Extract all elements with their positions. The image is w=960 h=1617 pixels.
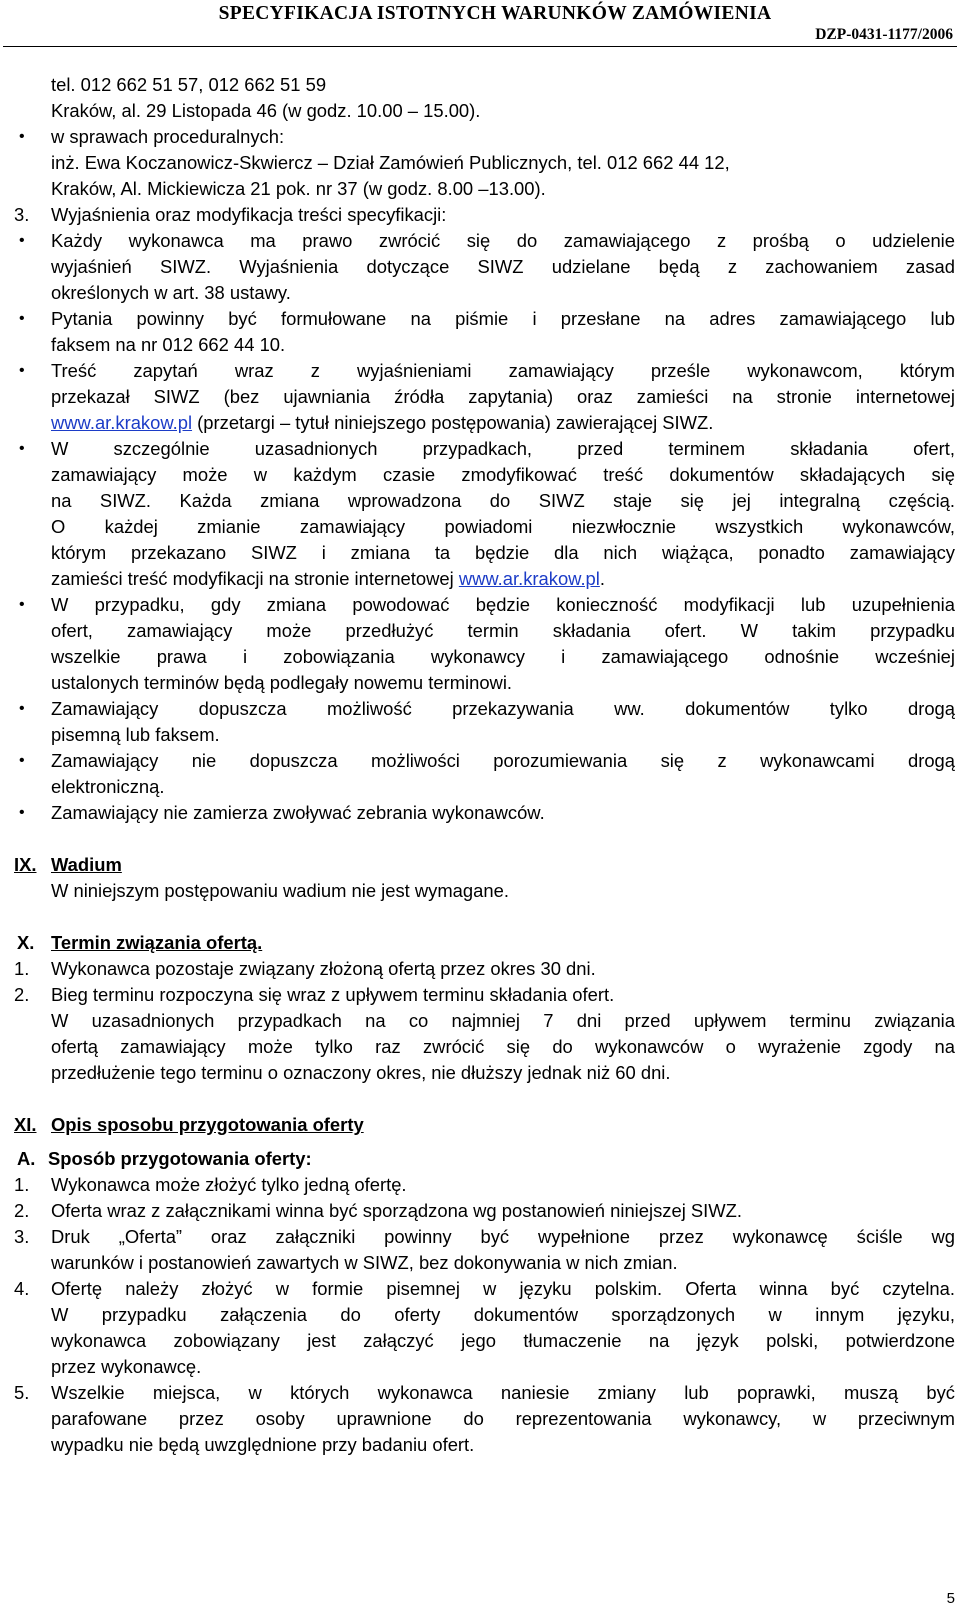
list-item <box>14 124 955 150</box>
paragraph-line: Treść zapytań wraz z wyjaśnieniami zamawiający prześle wykonawcom, którym <box>51 360 955 381</box>
paragraph-line: określonych w art. 38 ustawy. <box>51 282 291 303</box>
spacer <box>14 826 955 852</box>
list-item <box>14 982 955 1008</box>
item-number: 2. <box>14 984 30 1005</box>
list-item <box>14 436 955 592</box>
item-number: 5. <box>14 1382 30 1403</box>
list-item <box>14 306 955 358</box>
paragraph-line: parafowane przez osoby uprawnione do reprezentowania wykonawcy, w przeciwnym <box>51 1408 955 1429</box>
procedural-label: w sprawach proceduralnych: <box>51 126 285 147</box>
list-item <box>14 956 955 982</box>
list-item <box>14 1276 955 1380</box>
spacer <box>14 904 955 930</box>
bullet-icon: • <box>19 440 25 457</box>
list-item <box>14 1380 955 1458</box>
link-leading-text: zamieści treść modyfikacji na stronie internetowej <box>51 568 459 589</box>
document-title: SPECYFIKACJA ISTOTNYCH WARUNKÓW ZAMÓWIENIA <box>218 3 772 24</box>
paragraph-line: pisemną lub faksem. <box>51 724 220 745</box>
paragraph-line: zamawiający może w każdym czasie zmodyfikować treść dokumentów składających się <box>51 464 955 485</box>
paragraph-line: W szczególnie uzasadnionych przypadkach, przed terminem składania ofert, <box>51 438 955 459</box>
bullet-icon: • <box>19 596 25 613</box>
section-ix-text: W niniejszym postępowaniu wadium nie jest wymagane. <box>51 880 509 901</box>
paragraph-line: wypadku nie będą uwzględnione przy badaniu ofert. <box>51 1434 475 1455</box>
item-number: 2. <box>14 1200 30 1221</box>
list-item <box>14 1198 955 1224</box>
paragraph-line: W przypadku załączenia do oferty dokumentów sporządzonych w innym języku, <box>51 1304 955 1325</box>
section-xi-title: Opis sposobu przygotowania oferty <box>51 1114 364 1135</box>
section-x-title: Termin związania ofertą. <box>51 932 263 953</box>
paragraph-line: Pytania powinny być formułowane na piśmie i przesłane na adres zamawiającego lub <box>51 308 955 329</box>
document-body <box>14 72 955 1458</box>
paragraph-line: W uzasadnionych przypadkach na co najmniej 7 dni przed upływem terminu związania <box>51 1010 955 1031</box>
item-number: 3. <box>14 1226 30 1247</box>
paragraph-line <box>51 410 955 436</box>
list-item <box>14 748 955 800</box>
paragraph-line: Każdy wykonawca ma prawo zwrócić się do zamawiającego z prośbą o udzielenie <box>51 230 955 251</box>
section-x-paragraph <box>14 1008 955 1086</box>
website-link[interactable]: www.ar.krakow.pl <box>458 568 600 589</box>
procedural-contact-person: inż. Ewa Koczanowicz-Skwiercz – Dział Zamówień Publicznych, tel. 012 662 44 12, <box>51 152 730 173</box>
paragraph-line: faksem na nr 012 662 44 10. <box>51 334 286 355</box>
procedural-contact-address: Kraków, Al. Mickiewicza 21 pok. nr 37 (w godz. 8.00 –13.00). <box>51 178 546 199</box>
paragraph-line: na SIWZ. Każda zmiana wprowadzona do SIWZ staje się jej integralną częścią. <box>51 490 955 511</box>
bullet-icon: • <box>19 804 25 821</box>
paragraph-line: wszelkie prawa i zobowiązania wykonawcy i zamawiającego odnośnie wcześniej <box>51 646 955 667</box>
paragraph-line: warunków i postanowień zawartych w SIWZ, bez dokonywania w nich zmian. <box>51 1252 678 1273</box>
website-link[interactable]: www.ar.krakow.pl <box>51 412 193 433</box>
contact-phone: tel. 012 662 51 57, 012 662 51 59 <box>51 74 327 95</box>
list-item <box>14 592 955 696</box>
list-item <box>14 1172 955 1198</box>
bullet-icon: • <box>19 232 25 249</box>
list-item <box>14 228 955 306</box>
bullet-icon: • <box>19 362 25 379</box>
page-number: 5 <box>946 1590 955 1607</box>
spacer <box>14 1086 955 1112</box>
item-text: Wykonawca pozostaje związany złożoną ofertą przez okres 30 dni. <box>51 958 596 979</box>
item-number: 4. <box>14 1278 30 1299</box>
item-text: Bieg terminu rozpoczyna się wraz z upływem terminu składania ofert. <box>51 984 615 1005</box>
paragraph-line: wykonawca zobowiązany jest załączyć jego tłumaczenie na język polski, potwierdzone <box>51 1330 955 1351</box>
section-ix-number: IX. <box>14 854 37 875</box>
paragraph-line: Zamawiający nie zamierza zwoływać zebrania wykonawców. <box>51 802 545 823</box>
item-number: 1. <box>14 1174 30 1195</box>
section-3-number: 3. <box>14 204 30 225</box>
subsection-a-heading <box>14 1146 955 1172</box>
list-item <box>14 800 955 826</box>
paragraph-line: ofertą zamawiający może tylko raz zwrócić się do wykonawców o wyrażenie zgody na <box>51 1036 955 1057</box>
paragraph-line: Wszelkie miejsca, w których wykonawca naniesie zmiany lub poprawki, muszą być <box>51 1382 955 1403</box>
link-trailing-text: . <box>599 568 605 589</box>
section-ix-heading <box>14 852 955 878</box>
paragraph-line: Druk „Oferta” oraz załączniki powinny być wypełnione przez wykonawcę ściśle wg <box>51 1226 955 1247</box>
paragraph-line: Zamawiający dopuszcza możliwość przekazywania ww. dokumentów tylko drogą <box>51 698 955 719</box>
section-x-number: X. <box>17 932 35 953</box>
subsection-a-number: A. <box>17 1148 36 1169</box>
section-xi-number: XI. <box>14 1114 37 1135</box>
contact-address: Kraków, al. 29 Listopada 46 (w godz. 10.00 – 15.00). <box>51 100 481 121</box>
paragraph-line: W przypadku, gdy zmiana powodować będzie konieczność modyfikacji lub uzupełnienia <box>51 594 955 615</box>
subsection-a-title: Sposób przygotowania oferty: <box>48 1148 312 1169</box>
bullet-icon: • <box>19 700 25 717</box>
item-text: Oferta wraz z załącznikami winna być sporządzona wg postanowień niniejszej SIWZ. <box>51 1200 742 1221</box>
paragraph-line: Zamawiający nie dopuszcza możliwości porozumiewania się z wykonawcami drogą <box>51 750 955 771</box>
section-3-title: Wyjaśnienia oraz modyfikacja treści specyfikacji: <box>51 204 447 225</box>
list-item <box>14 696 955 748</box>
item-text: Wykonawca może złożyć tylko jedną ofertę. <box>51 1174 407 1195</box>
paragraph-line: ofert, zamawiający może przedłużyć termin składania ofert. W takim przypadku <box>51 620 955 641</box>
paragraph-line: którym przekazano SIWZ i zmiana ta będzie dla nich wiążąca, ponadto zamawiający <box>51 542 955 563</box>
paragraph-line: ustalonych terminów będą podlegały nowemu terminowi. <box>51 672 513 693</box>
paragraph-line: przedłużenie tego terminu o oznaczony okres, nie dłuższy jednak niż 60 dni. <box>51 1062 671 1083</box>
item-number: 1. <box>14 958 30 979</box>
bullet-icon: • <box>19 128 25 145</box>
paragraph-line: wyjaśnień SIWZ. Wyjaśnienia dotyczące SIWZ udzielane będą z zachowaniem zasad <box>51 256 955 277</box>
paragraph-line <box>51 566 955 592</box>
section-xi-heading <box>14 1112 955 1138</box>
section-x-heading <box>14 930 955 956</box>
bullet-icon: • <box>19 310 25 327</box>
document-reference: DZP-0431-1177/2006 <box>815 26 953 43</box>
list-item <box>14 1224 955 1276</box>
header-divider <box>3 46 957 47</box>
paragraph-line: przekazał SIWZ (bez ujawniania źródła zapytania) oraz zamieści na stronie internetowej <box>51 386 955 407</box>
link-trailing-text: (przetargi – tytuł niniejszego postępowania) zawierającej SIWZ. <box>192 412 714 433</box>
section-ix-title: Wadium <box>51 854 122 875</box>
paragraph-line: przez wykonawcę. <box>51 1356 202 1377</box>
list-item <box>14 358 955 436</box>
paragraph-line: elektroniczną. <box>51 776 165 797</box>
paragraph-line: O każdej zmianie zamawiający powiadomi niezwłocznie wszystkich wykonawców, <box>51 516 955 537</box>
bullet-icon: • <box>19 752 25 769</box>
section-3-heading <box>14 202 955 228</box>
paragraph-line: Ofertę należy złożyć w formie pisemnej w języku polskim. Oferta winna być czytelna. <box>51 1278 955 1299</box>
